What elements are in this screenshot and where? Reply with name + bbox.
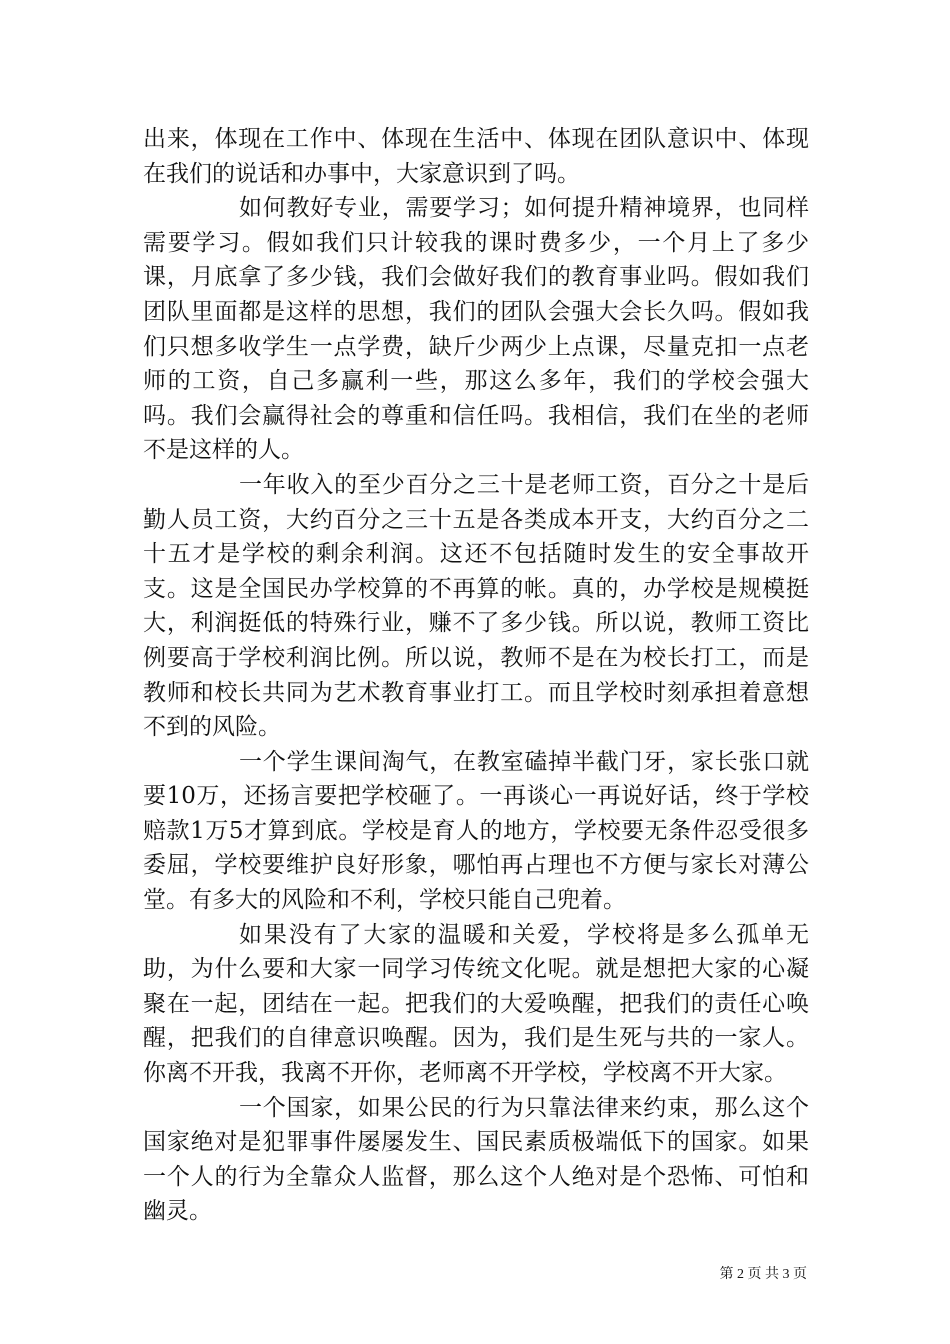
paragraph-1: 出来，体现在工作中、体现在生活中、体现在团队意识中、体现在我们的说话和办事中，大家意识到了吗。 (143, 126, 809, 187)
paragraph-4: 一个学生课间淘气，在教室磕掉半截门牙，家长张口就要10万，还扬言要把学校砸了。一再谈心一再说好话，终于学校赔款1万5才算到底。学校是育人的地方，学校要无条件忍受很多委屈，学校要维护良好形象，哪怕再占理也不方便与家长对薄公堂。有多大的风险和不利，学校只能自己兜着。 (143, 748, 809, 914)
paragraph-3: 一年收入的至少百分之三十是老师工资，百分之十是后勤人员工资，大约百分之三十五是各类成本开支，大约百分之二十五才是学校的剩余利润。这还不包括随时发生的安全事故开支。这是全国民办学校算的不再算的帐。真的，办学校是规模挺大，利润挺低的特殊行业，赚不了多少钱。所以说，教师工资比例要高于学校利润比例。所以说，教师不是在为校长打工，而是教师和校长共同为艺术教育事业打工。而且学校时刻承担着意想不到的风险。 (143, 471, 809, 741)
document-body (143, 122, 809, 1229)
paragraph-6: 一个国家，如果公民的行为只靠法律来约束，那么这个国家绝对是犯罪事件屡屡发生、国民素质极端低下的国家。如果一个人的行为全靠众人监督，那么这个人绝对是个恐怖、可怕和幽灵。 (143, 1094, 809, 1225)
page-number-footer: 第 2 页 共 3 页 (719, 1267, 807, 1282)
paragraph-5: 如果没有了大家的温暖和关爱，学校将是多么孤单无助，为什么要和大家一同学习传统文化呢。就是想把大家的心凝聚在一起，团结在一起。把我们的大爱唤醒，把我们的责任心唤醒，把我们的自律意识唤醒。因为，我们是生死与共的一家人。你离不开我，我离不开你，老师离不开学校，学校离不开大家。 (143, 921, 809, 1087)
paragraph-2: 如何教好专业，需要学习；如何提升精神境界，也同样需要学习。假如我们只计较我的课时费多少，一个月上了多少课，月底拿了多少钱，我们会做好我们的教育事业吗。假如我们团队里面都是这样的思想，我们的团队会强大会长久吗。假如我们只想多收学生一点学费，缺斤少两少上点课，尽量克扣一点老师的工资，自己多赢利一些，那这么多年，我们的学校会强大吗。我们会赢得社会的尊重和信任吗。我相信，我们在坐的老师不是这样的人。 (143, 195, 809, 464)
